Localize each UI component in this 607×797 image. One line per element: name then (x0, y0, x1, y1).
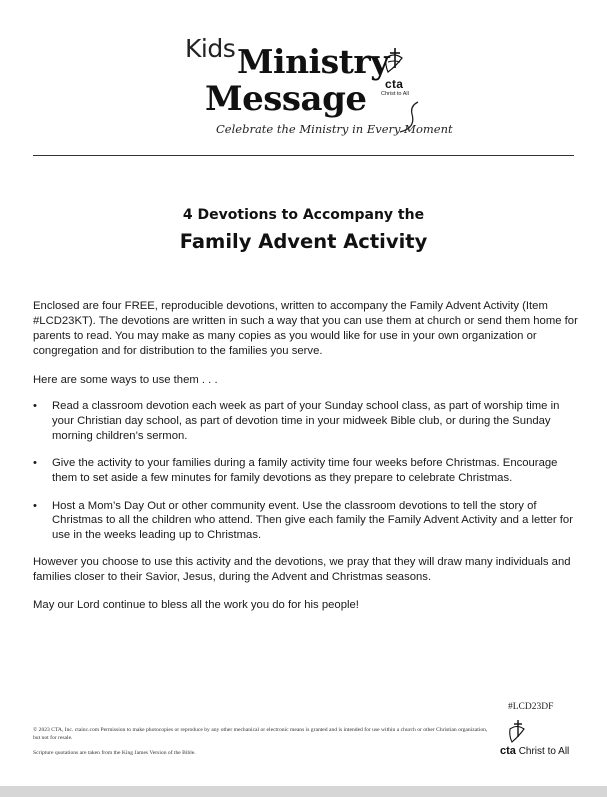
list-item (33, 399, 578, 444)
copyright-notice: © 2023 CTA, Inc. ctainc.com Permission to make photocopies or reproduce by any other mechanical or electronic means is granted and is intended for use within a church or other Christian organization, but not for resale. (33, 727, 488, 741)
logo-kids-word: Kids (185, 34, 236, 63)
list-item-text: Read a classroom devotion each week as part of your Sunday school class, as part of worship time in your Christian day school, as part of devotion time in your midweek Bible club, or during the Sunday morning children’s sermon. (52, 400, 560, 442)
bullet-icon: • (33, 457, 37, 470)
page-bottom-band (0, 786, 607, 797)
cross-globe-icon (507, 719, 527, 745)
page-subtitle: 4 Devotions to Accompany the (182, 207, 425, 223)
bullet-icon: • (33, 499, 37, 512)
cross-globe-icon (382, 46, 406, 76)
logo-cta-sub: Christ to All (381, 91, 409, 97)
usage-list (33, 399, 578, 556)
ways-intro: Here are some ways to use them . . . (33, 374, 218, 386)
list-item-text: Host a Mom’s Day Out or other community event. Use the classroom devotions to tell the story of Christmas to all the children who attend. Then give each family the Family Advent Activity and a letter for use in the weeks leading up to Christmas. (52, 499, 573, 542)
intro-paragraph: Enclosed are four FREE, reproducible devotions, written to accompany the Family Advent Activity (Item #LCD23KT). The devotions are written in such a way that you can use them at church or send them home for parents to read. You may make as many copies as you would like for use in your own organization or congregation and for distribution to the families you serve. (33, 300, 578, 357)
header-divider (33, 155, 574, 156)
footer-brand-tagline: Christ to All (518, 746, 570, 757)
logo-ministry-word: Ministry (237, 42, 389, 81)
scripture-notice: Scripture quotations are taken from the King James Version of the Bible. (33, 750, 196, 756)
swoosh-icon (398, 100, 422, 136)
list-item-text: Give the activity to your families during a family activity time four weeks before Christmas. Encourage them to set aside a few minutes for family devotions as they prepare to celebrate Christmas. (52, 457, 558, 485)
logo-cta-brand: cta (385, 77, 404, 91)
logo-message-word: Message (205, 79, 367, 119)
page-title: Family Advent Activity (179, 230, 428, 253)
kids-ministry-message-logo (0, 0, 607, 150)
list-item (33, 456, 578, 486)
blessing-paragraph: May our Lord continue to bless all the work you do for his people! (33, 599, 359, 611)
bullet-icon: • (33, 400, 37, 412)
closing-paragraph: However you choose to use this activity and the devotions, we pray that they will draw many individuals and families closer to their Savior, Jesus, during the Advent and Christmas seasons. (33, 556, 571, 583)
footer-cta: cta (500, 745, 516, 757)
footer-brand-logo (500, 745, 569, 757)
list-item (33, 499, 578, 544)
item-code: #LCD23DF (508, 702, 554, 712)
logo-tagline: Celebrate the Ministry in Every Moment (216, 122, 453, 136)
